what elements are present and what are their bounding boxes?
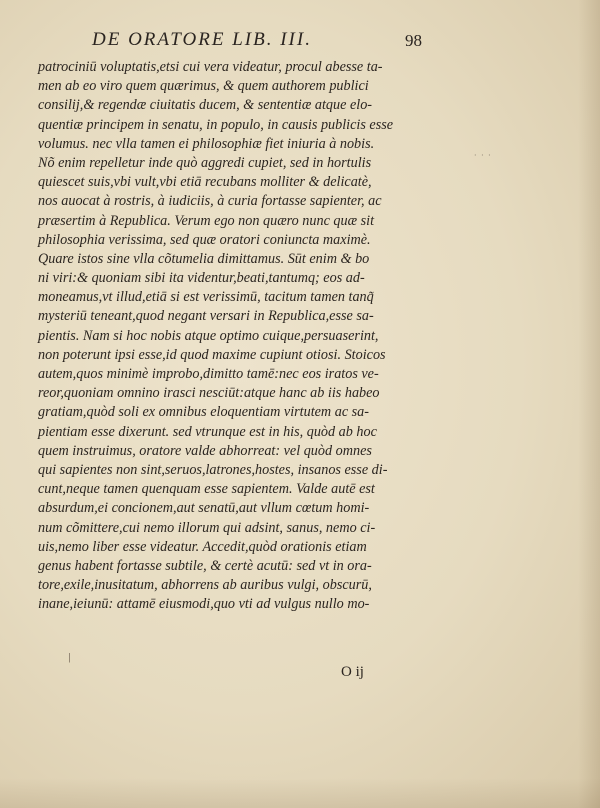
text-line: reor,quoniam omnino irasci nesciūt:atque hanc ab iis habeo <box>38 385 380 402</box>
text-line: absurdum,ei concionem,aut senatū,aut vllum cœtum homi- <box>38 500 370 517</box>
text-line: mysteriū teneant,quod negant versari in Republica,esse sa- <box>38 308 374 325</box>
text-line: consilij,& regendæ ciuitatis ducem, & sententiæ atque elo- <box>38 97 373 114</box>
gutter-tick: | <box>68 653 72 663</box>
text-line: gratiam,quòd soli ex omnibus eloquentiam virtutem ac sa- <box>38 404 370 421</box>
text-line: non poterunt ipsi esse,id quod maxime cupiunt otiosi. Stoicos <box>38 346 386 363</box>
text-line: præsertim à Republica. Verum ego non quæro nunc quæ sit <box>38 212 375 229</box>
text-line: autem,quos minimè improbo,dimitto tamē:nec eos iratos ve- <box>38 366 379 382</box>
text-line: moneamus,vt illud,etiā si est verissimū, tacitum tamen tanq̃ <box>38 289 374 306</box>
text-line: qui sapientes non sint,seruos,latrones,hostes, insanos esse di- <box>38 461 388 478</box>
running-title: DE ORATORE LIB. III. <box>92 29 312 50</box>
text-line: patrociniū voluptatis,etsi cui vera videatur, procul abesse ta- <box>38 59 383 75</box>
text-line: pientis. Nam si hoc nobis atque optimo cuique,persuaserint, <box>38 327 379 344</box>
text-line: nos auocat à rostris, à iudiciis, à curia fortasse sapienter, ac <box>38 193 382 210</box>
text-line: inane,ieiunū: attamē eiusmodi,quo vti ad vulgus nullo mo- <box>38 596 370 613</box>
text-line: uis,nemo liber esse videatur. Accedit,quòd orationis etiam <box>38 538 367 555</box>
page-edge-shadow <box>578 0 600 808</box>
page-bottom-shadow <box>0 778 600 808</box>
text-line: quentiæ principem in senatu, in populo, in causis publicis esse <box>38 116 394 133</box>
text-line: cunt,neque tamen quenquam esse sapientem. Valde autē est <box>38 481 375 498</box>
text-line: Nõ enim repelletur inde quò aggredi cupiet, sed in hortulis <box>38 154 372 171</box>
signature-mark: O ij <box>341 664 364 680</box>
margin-smudge: · · · <box>474 151 492 160</box>
body-text <box>38 58 428 614</box>
text-line: philosophia verissima, sed quæ oratori coniuncta maximè. <box>38 231 371 248</box>
text-line: genus habent fortasse subtile, & certè acutū: sed vt in ora- <box>38 557 372 574</box>
text-line: ni viri:& quoniam sibi ita videntur,beati,tantumq; eos ad- <box>38 270 365 287</box>
text-line: tore,exile,inusitatum, abhorrens ab auribus vulgi, obscurū, <box>38 577 372 594</box>
text-line: quiescet suis,vbi vult,vbi etiā recubans molliter & delicatè, <box>38 174 372 191</box>
text-line: num cõmittere,cui nemo illorum qui adsint, sanus, nemo ci- <box>38 519 376 536</box>
text-line: volumus. nec vlla tamen ei philosophiæ fiet iniuria à nobis. <box>38 135 375 152</box>
text-line: Quare istos sine vlla cõtumelia dimittamus. Sūt enim & bo <box>38 250 370 267</box>
text-line: men ab eo viro quem quærimus, & quem authorem publici <box>38 78 369 95</box>
text-line: quem instruimus, oratore valde abhorreat: vel quòd omnes <box>38 442 372 459</box>
page-number: 98 <box>405 31 422 50</box>
text-line: pientiam esse dixerunt. sed vtrunque est in his, quòd ab hoc <box>38 423 377 440</box>
